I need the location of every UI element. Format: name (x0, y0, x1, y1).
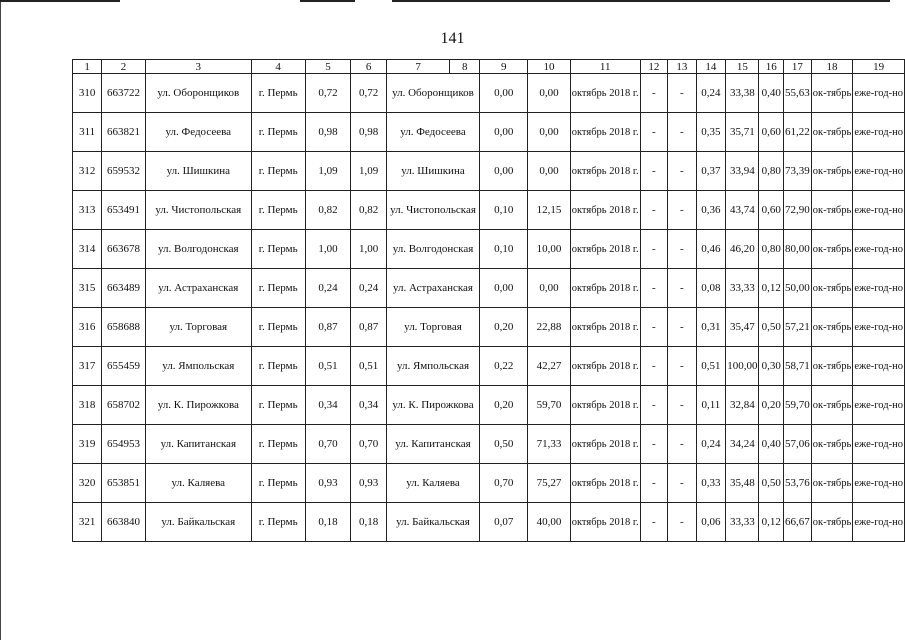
col14-value-cell: 0,35 (696, 113, 726, 152)
row-number-cell: 319 (73, 425, 102, 464)
col17-value-cell: 58,71 (784, 347, 812, 386)
date-cell: октябрь 2018 г. (570, 113, 640, 152)
frequency-cell: еже-год-но (853, 425, 905, 464)
col10-value-cell: 40,00 (528, 503, 570, 542)
col12-dash-cell: - (640, 464, 668, 503)
scan-top-rule-right (392, 0, 890, 2)
col16-value-cell: 0,40 (759, 74, 784, 113)
col16-value-cell: 0,40 (759, 425, 784, 464)
street-name-cell: ул. Торговая (145, 308, 251, 347)
col15-value-cell: 33,33 (726, 269, 759, 308)
col7-street-cell: ул. Чистопольская (386, 191, 479, 230)
table-row (73, 74, 905, 113)
col9-value-cell: 0,07 (480, 503, 528, 542)
month-cell: ок-тябрь (811, 191, 853, 230)
col14-value-cell: 0,11 (696, 386, 726, 425)
col12-dash-cell: - (640, 230, 668, 269)
street-name-cell: ул. Чистопольская (145, 191, 251, 230)
month-cell: ок-тябрь (811, 152, 853, 191)
col-header-12: 12 (640, 60, 668, 74)
table-row (73, 347, 905, 386)
date-cell: октябрь 2018 г. (570, 386, 640, 425)
col10-value-cell: 59,70 (528, 386, 570, 425)
col6-value-cell: 1,09 (351, 152, 387, 191)
col15-value-cell: 32,84 (726, 386, 759, 425)
frequency-cell: еже-год-но (853, 152, 905, 191)
col6-value-cell: 0,24 (351, 269, 387, 308)
date-cell: октябрь 2018 г. (570, 425, 640, 464)
col5-value-cell: 0,82 (305, 191, 351, 230)
table-row (73, 386, 905, 425)
col10-value-cell: 71,33 (528, 425, 570, 464)
month-cell: ок-тябрь (811, 113, 853, 152)
col7-street-cell: ул. Федосеева (386, 113, 479, 152)
street-name-cell: ул. Байкальская (145, 503, 251, 542)
code-cell: 663821 (102, 113, 146, 152)
col-header-4: 4 (251, 60, 305, 74)
col12-dash-cell: - (640, 269, 668, 308)
col13-dash-cell: - (668, 230, 696, 269)
col-header-9: 9 (480, 60, 528, 74)
code-cell: 663489 (102, 269, 146, 308)
col9-value-cell: 0,00 (480, 113, 528, 152)
city-cell: г. Пермь (251, 191, 305, 230)
col12-dash-cell: - (640, 503, 668, 542)
col7-street-cell: ул. Капитанская (386, 425, 479, 464)
col5-value-cell: 0,72 (305, 74, 351, 113)
table-row (73, 308, 905, 347)
month-cell: ок-тябрь (811, 464, 853, 503)
table-row (73, 269, 905, 308)
city-cell: г. Пермь (251, 269, 305, 308)
month-cell: ок-тябрь (811, 503, 853, 542)
col-header-6: 6 (351, 60, 387, 74)
table-row (73, 425, 905, 464)
col5-value-cell: 1,00 (305, 230, 351, 269)
city-cell: г. Пермь (251, 230, 305, 269)
code-cell: 653851 (102, 464, 146, 503)
code-cell: 663722 (102, 74, 146, 113)
frequency-cell: еже-год-но (853, 269, 905, 308)
col10-value-cell: 0,00 (528, 113, 570, 152)
frequency-cell: еже-год-но (853, 347, 905, 386)
frequency-cell: еже-год-но (853, 113, 905, 152)
row-number-cell: 320 (73, 464, 102, 503)
col10-value-cell: 75,27 (528, 464, 570, 503)
date-cell: октябрь 2018 г. (570, 308, 640, 347)
col16-value-cell: 0,50 (759, 464, 784, 503)
col14-value-cell: 0,51 (696, 347, 726, 386)
col13-dash-cell: - (668, 152, 696, 191)
row-number-cell: 317 (73, 347, 102, 386)
col-header-15: 15 (726, 60, 759, 74)
street-name-cell: ул. Оборонщиков (145, 74, 251, 113)
col9-value-cell: 0,00 (480, 74, 528, 113)
col13-dash-cell: - (668, 464, 696, 503)
city-cell: г. Пермь (251, 503, 305, 542)
col6-value-cell: 0,87 (351, 308, 387, 347)
date-cell: октябрь 2018 г. (570, 74, 640, 113)
col15-value-cell: 43,74 (726, 191, 759, 230)
date-cell: октябрь 2018 г. (570, 503, 640, 542)
col15-value-cell: 33,94 (726, 152, 759, 191)
col-header-13: 13 (668, 60, 696, 74)
col12-dash-cell: - (640, 113, 668, 152)
frequency-cell: еже-год-но (853, 464, 905, 503)
col13-dash-cell: - (668, 74, 696, 113)
col13-dash-cell: - (668, 386, 696, 425)
col-header-17: 17 (784, 60, 812, 74)
date-cell: октябрь 2018 г. (570, 269, 640, 308)
col15-value-cell: 100,00 (726, 347, 759, 386)
city-cell: г. Пермь (251, 347, 305, 386)
col5-value-cell: 1,09 (305, 152, 351, 191)
row-number-cell: 314 (73, 230, 102, 269)
col13-dash-cell: - (668, 308, 696, 347)
col15-value-cell: 35,47 (726, 308, 759, 347)
col17-value-cell: 59,70 (784, 386, 812, 425)
page-number: 141 (440, 30, 465, 47)
month-cell: ок-тябрь (811, 74, 853, 113)
col6-value-cell: 0,51 (351, 347, 387, 386)
col-header-5: 5 (305, 60, 351, 74)
col7-street-cell: ул. Шишкина (386, 152, 479, 191)
row-number-cell: 313 (73, 191, 102, 230)
col12-dash-cell: - (640, 308, 668, 347)
street-name-cell: ул. Ямпольская (145, 347, 251, 386)
month-cell: ок-тябрь (811, 347, 853, 386)
street-name-cell: ул. К. Пирожкова (145, 386, 251, 425)
row-number-cell: 311 (73, 113, 102, 152)
scan-top-rule-mid (300, 0, 355, 2)
city-cell: г. Пермь (251, 113, 305, 152)
scan-top-rule-left (0, 0, 120, 2)
col16-value-cell: 0,20 (759, 386, 784, 425)
month-cell: ок-тябрь (811, 425, 853, 464)
col-header-19: 19 (853, 60, 905, 74)
date-cell: октябрь 2018 г. (570, 347, 640, 386)
col5-value-cell: 0,98 (305, 113, 351, 152)
col16-value-cell: 0,60 (759, 191, 784, 230)
date-cell: октябрь 2018 г. (570, 152, 640, 191)
city-cell: г. Пермь (251, 464, 305, 503)
col17-value-cell: 73,39 (784, 152, 812, 191)
col10-value-cell: 12,15 (528, 191, 570, 230)
col14-value-cell: 0,46 (696, 230, 726, 269)
month-cell: ок-тябрь (811, 308, 853, 347)
col6-value-cell: 0,70 (351, 425, 387, 464)
col7-street-cell: ул. Астраханская (386, 269, 479, 308)
row-number-cell: 318 (73, 386, 102, 425)
col13-dash-cell: - (668, 425, 696, 464)
col6-value-cell: 0,34 (351, 386, 387, 425)
col6-value-cell: 0,72 (351, 74, 387, 113)
month-cell: ок-тябрь (811, 269, 853, 308)
col-header-11: 11 (570, 60, 640, 74)
col7-street-cell: ул. К. Пирожкова (386, 386, 479, 425)
col7-street-cell: ул. Оборонщиков (386, 74, 479, 113)
code-cell: 653491 (102, 191, 146, 230)
col12-dash-cell: - (640, 191, 668, 230)
col17-value-cell: 57,06 (784, 425, 812, 464)
col6-value-cell: 0,82 (351, 191, 387, 230)
col16-value-cell: 0,80 (759, 230, 784, 269)
col12-dash-cell: - (640, 386, 668, 425)
col10-value-cell: 0,00 (528, 269, 570, 308)
date-cell: октябрь 2018 г. (570, 191, 640, 230)
col17-value-cell: 53,76 (784, 464, 812, 503)
col9-value-cell: 0,00 (480, 269, 528, 308)
city-cell: г. Пермь (251, 386, 305, 425)
city-cell: г. Пермь (251, 152, 305, 191)
code-cell: 658688 (102, 308, 146, 347)
col13-dash-cell: - (668, 113, 696, 152)
col10-value-cell: 0,00 (528, 74, 570, 113)
date-cell: октябрь 2018 г. (570, 464, 640, 503)
col10-value-cell: 0,00 (528, 152, 570, 191)
code-cell: 658702 (102, 386, 146, 425)
col7-street-cell: ул. Ямпольская (386, 347, 479, 386)
col5-value-cell: 0,18 (305, 503, 351, 542)
col17-value-cell: 72,90 (784, 191, 812, 230)
code-cell: 654953 (102, 425, 146, 464)
city-cell: г. Пермь (251, 308, 305, 347)
col16-value-cell: 0,80 (759, 152, 784, 191)
street-name-cell: ул. Астраханская (145, 269, 251, 308)
col9-value-cell: 0,20 (480, 308, 528, 347)
table-row (73, 230, 905, 269)
col9-value-cell: 0,70 (480, 464, 528, 503)
col13-dash-cell: - (668, 191, 696, 230)
col6-value-cell: 0,93 (351, 464, 387, 503)
row-number-cell: 316 (73, 308, 102, 347)
col17-value-cell: 61,22 (784, 113, 812, 152)
col14-value-cell: 0,24 (696, 74, 726, 113)
col14-value-cell: 0,08 (696, 269, 726, 308)
frequency-cell: еже-год-но (853, 308, 905, 347)
col7-street-cell: ул. Каляева (386, 464, 479, 503)
street-name-cell: ул. Волгодонская (145, 230, 251, 269)
street-name-cell: ул. Федосеева (145, 113, 251, 152)
col14-value-cell: 0,24 (696, 425, 726, 464)
date-cell: октябрь 2018 г. (570, 230, 640, 269)
col12-dash-cell: - (640, 347, 668, 386)
col15-value-cell: 33,33 (726, 503, 759, 542)
col9-value-cell: 0,00 (480, 152, 528, 191)
city-cell: г. Пермь (251, 425, 305, 464)
scan-left-edge (0, 2, 1, 640)
month-cell: ок-тябрь (811, 386, 853, 425)
col6-value-cell: 1,00 (351, 230, 387, 269)
col7-street-cell: ул. Байкальская (386, 503, 479, 542)
col15-value-cell: 33,38 (726, 74, 759, 113)
month-cell: ок-тябрь (811, 230, 853, 269)
col6-value-cell: 0,98 (351, 113, 387, 152)
col9-value-cell: 0,10 (480, 230, 528, 269)
row-number-cell: 315 (73, 269, 102, 308)
table-row (73, 503, 905, 542)
col-header-1: 1 (73, 60, 102, 74)
column-number-header-row (73, 60, 905, 74)
code-cell: 663678 (102, 230, 146, 269)
col15-value-cell: 35,71 (726, 113, 759, 152)
col12-dash-cell: - (640, 425, 668, 464)
col16-value-cell: 0,30 (759, 347, 784, 386)
col5-value-cell: 0,34 (305, 386, 351, 425)
col5-value-cell: 0,93 (305, 464, 351, 503)
col13-dash-cell: - (668, 347, 696, 386)
col16-value-cell: 0,60 (759, 113, 784, 152)
col-header-8: 8 (450, 60, 480, 74)
table-row (73, 113, 905, 152)
col-header-10: 10 (528, 60, 570, 74)
col15-value-cell: 35,48 (726, 464, 759, 503)
frequency-cell: еже-год-но (853, 386, 905, 425)
frequency-cell: еже-год-но (853, 74, 905, 113)
col14-value-cell: 0,06 (696, 503, 726, 542)
col14-value-cell: 0,36 (696, 191, 726, 230)
col15-value-cell: 34,24 (726, 425, 759, 464)
col5-value-cell: 0,51 (305, 347, 351, 386)
col10-value-cell: 42,27 (528, 347, 570, 386)
col5-value-cell: 0,87 (305, 308, 351, 347)
col12-dash-cell: - (640, 74, 668, 113)
row-number-cell: 310 (73, 74, 102, 113)
street-name-cell: ул. Каляева (145, 464, 251, 503)
data-table (72, 59, 905, 542)
col14-value-cell: 0,33 (696, 464, 726, 503)
code-cell: 663840 (102, 503, 146, 542)
col9-value-cell: 0,50 (480, 425, 528, 464)
col13-dash-cell: - (668, 269, 696, 308)
col7-street-cell: ул. Торговая (386, 308, 479, 347)
col-header-18: 18 (811, 60, 853, 74)
col17-value-cell: 66,67 (784, 503, 812, 542)
col7-street-cell: ул. Волгодонская (386, 230, 479, 269)
frequency-cell: еже-год-но (853, 503, 905, 542)
col-header-7: 7 (386, 60, 449, 74)
col10-value-cell: 10,00 (528, 230, 570, 269)
col9-value-cell: 0,22 (480, 347, 528, 386)
street-name-cell: ул. Капитанская (145, 425, 251, 464)
col17-value-cell: 80,00 (784, 230, 812, 269)
code-cell: 659532 (102, 152, 146, 191)
col-header-14: 14 (696, 60, 726, 74)
col17-value-cell: 50,00 (784, 269, 812, 308)
col17-value-cell: 55,63 (784, 74, 812, 113)
col5-value-cell: 0,70 (305, 425, 351, 464)
col16-value-cell: 0,12 (759, 269, 784, 308)
col16-value-cell: 0,50 (759, 308, 784, 347)
col5-value-cell: 0,24 (305, 269, 351, 308)
city-cell: г. Пермь (251, 74, 305, 113)
table-row (73, 152, 905, 191)
table-row (73, 191, 905, 230)
code-cell: 655459 (102, 347, 146, 386)
col9-value-cell: 0,10 (480, 191, 528, 230)
col6-value-cell: 0,18 (351, 503, 387, 542)
col-header-16: 16 (759, 60, 784, 74)
row-number-cell: 321 (73, 503, 102, 542)
col10-value-cell: 22,88 (528, 308, 570, 347)
col15-value-cell: 46,20 (726, 230, 759, 269)
col12-dash-cell: - (640, 152, 668, 191)
col16-value-cell: 0,12 (759, 503, 784, 542)
frequency-cell: еже-год-но (853, 191, 905, 230)
table-row (73, 464, 905, 503)
col9-value-cell: 0,20 (480, 386, 528, 425)
col13-dash-cell: - (668, 503, 696, 542)
col-header-3: 3 (145, 60, 251, 74)
col14-value-cell: 0,31 (696, 308, 726, 347)
col-header-2: 2 (102, 60, 146, 74)
street-name-cell: ул. Шишкина (145, 152, 251, 191)
frequency-cell: еже-год-но (853, 230, 905, 269)
col17-value-cell: 57,21 (784, 308, 812, 347)
row-number-cell: 312 (73, 152, 102, 191)
col14-value-cell: 0,37 (696, 152, 726, 191)
